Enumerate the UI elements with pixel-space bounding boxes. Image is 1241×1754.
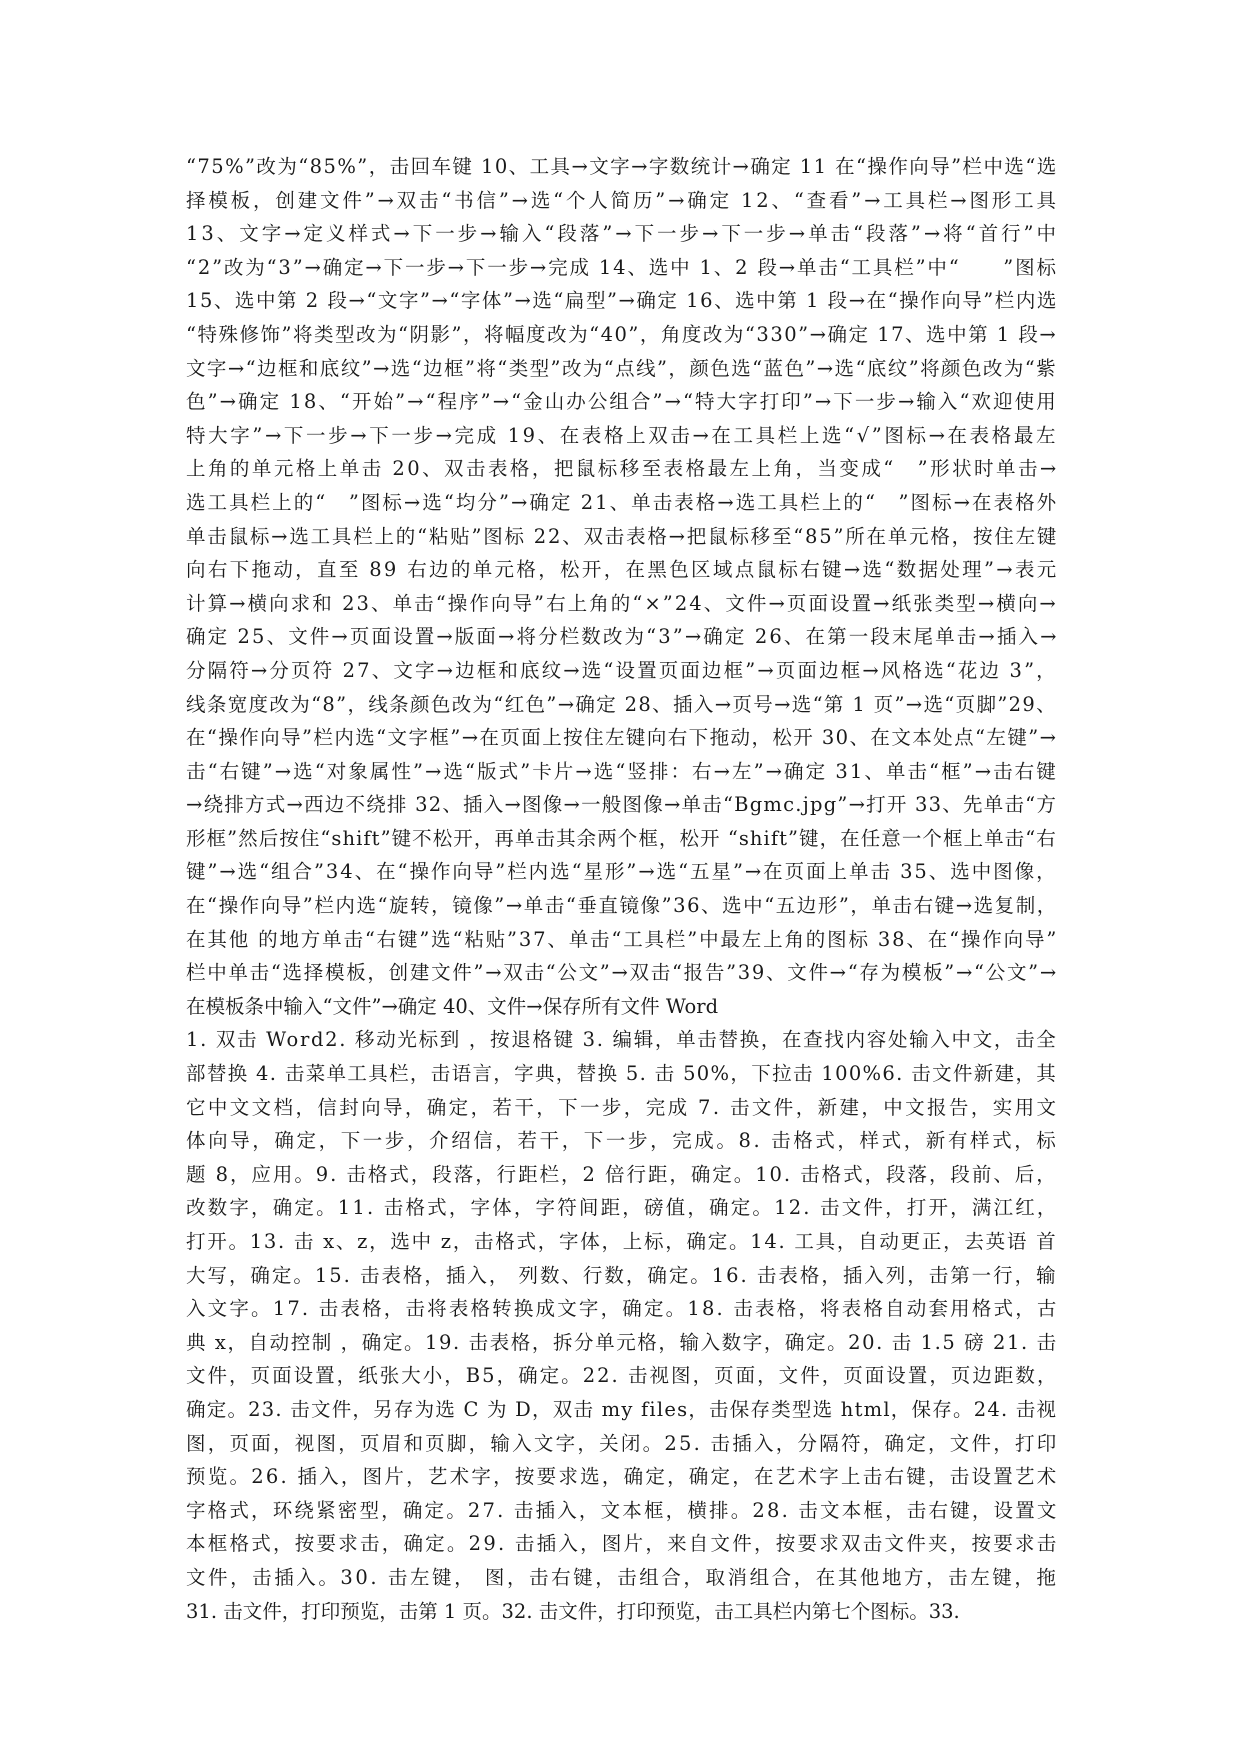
text-line: 色”→确定 18、“开始”→“程序”→“金山办公组合”→“特大字打印”→下一步→输入“欢迎使用 [186, 390, 1058, 414]
text-line: 大写，确定。15. 击表格，插入， 列数、行数，确定。16. 击表格，插入列，击第一行，输 [186, 1263, 1058, 1287]
text-line: 题 8，应用。9. 击格式，段落，行距栏，2 倍行距，确定。10. 击格式，段落，段前、后， [186, 1162, 1058, 1186]
text-line: 形框”然后按住“shift”键不松开，再单击其余两个框，松开 “shift”键，在任意一个框上单击“右 [186, 826, 1057, 850]
text-line: 文字→“边框和底纹”→选“边框”将“类型”改为“点线”，颜色选“蓝色”→选“底纹”将颜色改为“紫 [186, 356, 1058, 380]
text-line: 文件，击插入。30. 击左键， 图，击右键，击组合，取消组合，在其他地方，击左键，拖 [186, 1565, 1059, 1589]
text-line: 择模板，创建文件”→双击“书信”→选“个人简历”→确定 12、“查看”→工具栏→图形工具 [186, 188, 1059, 212]
text-line: 确定 25、文件→页面设置→版面→将分栏数改为“3”→确定 26、在第一段末尾单击→插入→ [186, 625, 1059, 649]
text-line: 31. 击文件，打印预览，击第 1 页。32. 击文件，打印预览，击工具栏内第七个图标。33. [186, 1599, 960, 1623]
text-line: 向右下拖动，直至 89 右边的单元格，松开，在黑色区域点鼠标右键→选“数据处理”→表元 [186, 558, 1059, 582]
text-line: 选工具栏上的“ ”图标→选“均分”→确定 21、单击表格→选工具栏上的“ ”图标→在表格外 [186, 490, 1059, 514]
text-line: 15、选中第 2 段→“文字”→“字体”→选“扁型”→确定 16、选中第 1 段→在“操作向导”栏内选 [186, 289, 1058, 313]
text-line: 分隔符→分页符 27、文字→边框和底纹→选“设置页面边框”→页面边框→风格选“花边 3”， [186, 658, 1058, 682]
text-line: 击“右键”→选“对象属性”→选“版式”卡片→选“竖排：右→左”→确定 31、单击“框”→击右键 [186, 759, 1058, 783]
text-line: 体向导，确定，下一步，介绍信，若干，下一步，完成。8. 击格式，样式，新有样式，标 [186, 1129, 1059, 1153]
text-line: 计算→横向求和 23、单击“操作向导”右上角的“×”24、文件→页面设置→纸张类型→横向→ [186, 591, 1058, 615]
text-line: 线条宽度改为“8”，线条颜色改为“红色”→确定 28、插入→页号→选“第 1 页”→选“页脚”29、 [186, 692, 1057, 716]
text-line: 预览。26. 插入，图片，艺术字，按要求选，确定，确定，在艺术字上击右键，击设置艺术 [186, 1465, 1059, 1489]
text-line: 上角的单元格上单击 20、双击表格，把鼠标移至表格最左上角，当变成“ ”形状时单击→ [186, 457, 1059, 481]
text-line: 部替换 4. 击菜单工具栏，击语言，字典，替换 5. 击 50%，下拉击 100%6. 击文件新建，其 [186, 1062, 1058, 1086]
text-line: 在“操作向导”栏内选“旋转，镜像”→单击“垂直镜像”36、选中“五边形”，单击右键→选复制， [186, 894, 1058, 918]
text-line: 典 x，自动控制 ，确定。19. 击表格，拆分单元格，输入数字，确定。20. 击 1.5 磅 21. 击 [186, 1330, 1058, 1354]
text-line: 1. 双击 Word2. 移动光标到 ，按退格键 3. 编辑，单击替换，在查找内容处输入中文，击全 [186, 1028, 1058, 1052]
text-line: 键”→选“组合”34、在“操作向导”栏内选“星形”→选“五星”→在页面上单击 35、选中图像， [186, 860, 1058, 884]
text-line: 特大字”→下一步→下一步→完成 19、在表格上双击→在工具栏上选“√”图标→在表格最左 [186, 423, 1059, 447]
text-line: “2”改为“3”→确定→下一步→下一步→完成 14、选中 1、2 段→单击“工具栏”中“ ”图标 [186, 255, 1058, 279]
text-line: 字格式，环绕紧密型，确定。27. 击插入，文本框，横排。28. 击文本框，击右键，设置文 [186, 1498, 1059, 1522]
document-body [186, 150, 1059, 1628]
text-line: 打开。13. 击 x、z，选中 z，击格式，字体，上标，确定。14. 工具，自动更正，去英语 首 [186, 1230, 1058, 1253]
text-line: 在模板条中输入“文件”→确定 40、文件→保存所有文件 Word [186, 994, 719, 1018]
text-line: “特殊修饰”将类型改为“阴影”，将幅度改为“40”，角度改为“330”→确定 17、选中第 1 段→ [186, 322, 1058, 346]
text-line: 单击鼠标→选工具栏上的“粘贴”图标 22、双击表格→把鼠标移至“85”所在单元格，按住左键 [186, 524, 1059, 548]
text-line: 13、文字→定义样式→下一步→输入“段落”→下一步→下一步→单击“段落”→将“首行”中 [186, 222, 1059, 246]
text-line: 在“操作向导”栏内选“文字框”→在页面上按住左键向右下拖动，松开 30、在文本处点“左键”→ [186, 726, 1058, 750]
text-line: 确定。23. 击文件，另存为选 C 为 D，双击 my files，击保存类型选 html，保存。24. 击视 [186, 1397, 1058, 1421]
text-line: 栏中单击“选择模板，创建文件”→双击“公文”→双击“报告”39、文件→“存为模板”→“公文”→ [186, 961, 1058, 985]
text-line: 入文字。17. 击表格，击将表格转换成文字，确定。18. 击表格，将表格自动套用格式，古 [186, 1297, 1059, 1321]
text-line: 文件，页面设置，纸张大小，B5，确定。22. 击视图，页面，文件，页面设置，页边距数， [186, 1364, 1059, 1388]
text-line: 它中文文档，信封向导，确定，若干，下一步，完成 7. 击文件，新建，中文报告，实用文 [186, 1095, 1059, 1119]
text-line: “75%”改为“85%”，击回车键 10、工具→文字→字数统计→确定 11 在“操作向导”栏中选“选 [186, 155, 1058, 178]
text-line: 图，页面，视图，页眉和页脚，输入文字，关闭。25. 击插入，分隔符，确定，文件，打印 [186, 1431, 1059, 1455]
text-line: 改数字，确定。11. 击格式，字体，字符间距，磅值，确定。12. 击文件，打开，满江红， [186, 1196, 1059, 1220]
text-line: 本框格式，按要求击，确定。29. 击插入，图片，来自文件，按要求双击文件夹，按要求击 [186, 1532, 1059, 1556]
text-line: 在其他 的地方单击“右键”选“粘贴”37、单击“工具栏”中最左上角的图标 38、在“操作向导” [186, 927, 1059, 951]
text-line: →绕排方式→西边不绕排 32、插入→图像→一般图像→单击“Bgmc.jpg”→打开 33、先单击“方 [186, 793, 1058, 817]
